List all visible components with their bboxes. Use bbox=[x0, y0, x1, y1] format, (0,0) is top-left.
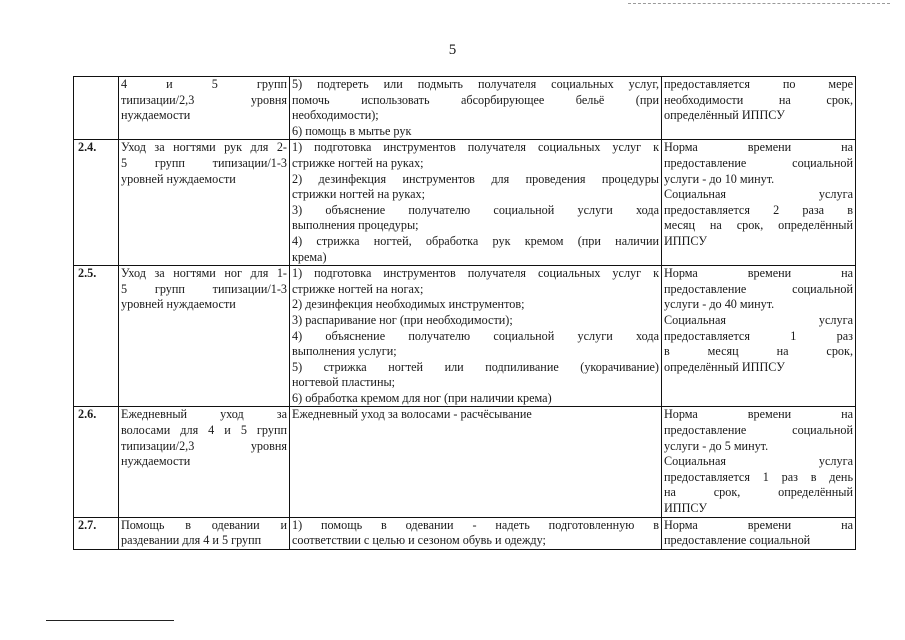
service-name-cell bbox=[119, 140, 290, 266]
text-line: в месяц на срок, bbox=[664, 344, 853, 359]
table-row bbox=[74, 140, 856, 266]
text-line: Социальная услуга bbox=[664, 187, 853, 202]
text-line: предоставляется 1 раз в день bbox=[664, 469, 853, 484]
text-line: услуги - до 10 минут. bbox=[664, 171, 775, 186]
text-line: предоставляется 2 раза в bbox=[664, 202, 853, 217]
service-description-cell bbox=[290, 407, 662, 517]
text-line: Ежедневный уход за волосами - расчёсывание bbox=[292, 407, 532, 422]
page-number: 5 bbox=[448, 42, 457, 58]
table-row bbox=[74, 517, 856, 549]
service-description-cell bbox=[290, 266, 662, 407]
text-line: выполнения услуги; bbox=[292, 344, 397, 359]
text-line: крема) bbox=[292, 249, 327, 264]
text-line: 4 и 5 групп bbox=[121, 77, 287, 91]
text-line: нуждаемости bbox=[121, 454, 191, 469]
text-line: ИППСУ bbox=[664, 501, 708, 516]
text-line: ИППСУ bbox=[664, 233, 708, 248]
scan-top-edge bbox=[628, 3, 890, 4]
text-line: уровней нуждаемости bbox=[121, 297, 236, 312]
service-conditions-cell bbox=[662, 140, 856, 266]
text-line: 5) подтереть или подмыть получателя социальных услуг, bbox=[292, 77, 659, 91]
service-name-cell bbox=[119, 266, 290, 407]
text-line: Норма времени на bbox=[664, 140, 853, 155]
text-line: раздевании для 4 и 5 групп bbox=[121, 533, 262, 548]
text-line: Норма времени на bbox=[664, 517, 853, 532]
text-line: типизации/2,3 уровня bbox=[121, 92, 287, 107]
text-line: 6) обработка кремом для ног (при наличии крема) bbox=[292, 390, 552, 405]
table-row bbox=[74, 77, 856, 140]
services-table bbox=[73, 76, 856, 550]
text-line: предоставление социальной bbox=[664, 281, 853, 296]
text-line: уровней нуждаемости bbox=[121, 171, 236, 186]
service-description-cell bbox=[290, 77, 662, 140]
text-line: 1) помощь в одевании - надеть подготовленную в bbox=[292, 517, 659, 532]
service-conditions-cell bbox=[662, 517, 856, 549]
text-line: Норма времени на bbox=[664, 407, 853, 422]
text-line: определённый ИППСУ bbox=[664, 108, 785, 123]
text-line: необходимости); bbox=[292, 108, 379, 123]
text-line: стрижке ногтей на ногах; bbox=[292, 281, 424, 296]
text-line: типизации/2,3 уровня bbox=[121, 438, 287, 453]
text-line: на срок, определённый bbox=[664, 485, 853, 500]
text-line: стрижке ногтей на руках; bbox=[292, 155, 424, 170]
row-number: 2.4. bbox=[74, 140, 119, 266]
text-line: 5 групп типизации/1-3 bbox=[121, 155, 287, 170]
text-line: 2) дезинфекция инструментов для проведения процедуры bbox=[292, 171, 659, 186]
text-line: определённый ИППСУ bbox=[664, 359, 785, 374]
text-line: Норма времени на bbox=[664, 266, 853, 281]
text-line: 3) объяснение получателю социальной услуги хода bbox=[292, 202, 659, 217]
text-line: Социальная услуга bbox=[664, 454, 853, 469]
table-row bbox=[74, 407, 856, 517]
text-line: предоставление социальной bbox=[664, 155, 853, 170]
text-line: месяц на срок, определённый bbox=[664, 218, 853, 233]
text-line: необходимости на срок, bbox=[664, 92, 853, 107]
text-line: нуждаемости bbox=[121, 108, 191, 123]
text-line: 5 групп типизации/1-3 bbox=[121, 281, 287, 296]
text-line: 2) дезинфекция необходимых инструментов; bbox=[292, 297, 525, 312]
text-line: предоставляется 1 раз bbox=[664, 328, 853, 343]
service-name-cell bbox=[119, 517, 290, 549]
service-name-cell bbox=[119, 407, 290, 517]
table-row bbox=[74, 266, 856, 407]
service-description-cell bbox=[290, 140, 662, 266]
service-conditions-cell bbox=[662, 77, 856, 140]
text-line: Уход за ногтями рук для 2- bbox=[121, 140, 287, 155]
text-line: соответствии с целью и сезоном обувь и одежду; bbox=[292, 533, 546, 548]
text-line: предоставление социальной bbox=[664, 533, 811, 548]
text-line: 3) распаривание ног (при необходимости); bbox=[292, 312, 513, 327]
text-line: услуги - до 40 минут. bbox=[664, 297, 775, 312]
row-number: 2.5. bbox=[74, 266, 119, 407]
text-line: стрижки ногтей на руках; bbox=[292, 187, 425, 202]
text-line: 1) подготовка инструментов получателя социальных услуг к bbox=[292, 140, 659, 155]
service-name-cell bbox=[119, 77, 290, 140]
text-line: 4) объяснение получателю социальной услуги хода bbox=[292, 328, 659, 343]
text-line: 4) стрижка ногтей, обработка рук кремом (при наличии bbox=[292, 233, 659, 248]
text-line: Ежедневный уход за bbox=[121, 407, 287, 422]
row-number bbox=[74, 77, 119, 140]
text-line: Уход за ногтями ног для 1- bbox=[121, 266, 287, 281]
text-line: 1) подготовка инструментов получателя социальных услуг к bbox=[292, 266, 659, 281]
text-line: помочь использовать абсорбирующее бельё (при bbox=[292, 92, 659, 107]
text-line: Помощь в одевании и bbox=[121, 517, 287, 532]
footnote-separator bbox=[46, 620, 174, 621]
text-line: 6) помощь в мытье рук bbox=[292, 123, 412, 138]
text-line: ногтевой пластины; bbox=[292, 375, 396, 390]
row-number: 2.6. bbox=[74, 407, 119, 517]
text-line: услуги - до 5 минут. bbox=[664, 438, 769, 453]
text-line: 5) стрижка ногтей или подпиливание (укорачивание) bbox=[292, 359, 659, 374]
service-conditions-cell bbox=[662, 266, 856, 407]
row-number: 2.7. bbox=[74, 517, 119, 549]
text-line: волосами для 4 и 5 групп bbox=[121, 423, 287, 438]
text-line: предоставление социальной bbox=[664, 423, 853, 438]
text-line: предоставляется по мере bbox=[664, 77, 853, 91]
service-description-cell bbox=[290, 517, 662, 549]
service-conditions-cell bbox=[662, 407, 856, 517]
text-line: выполнения процедуры; bbox=[292, 218, 419, 233]
text-line: Социальная услуга bbox=[664, 312, 853, 327]
